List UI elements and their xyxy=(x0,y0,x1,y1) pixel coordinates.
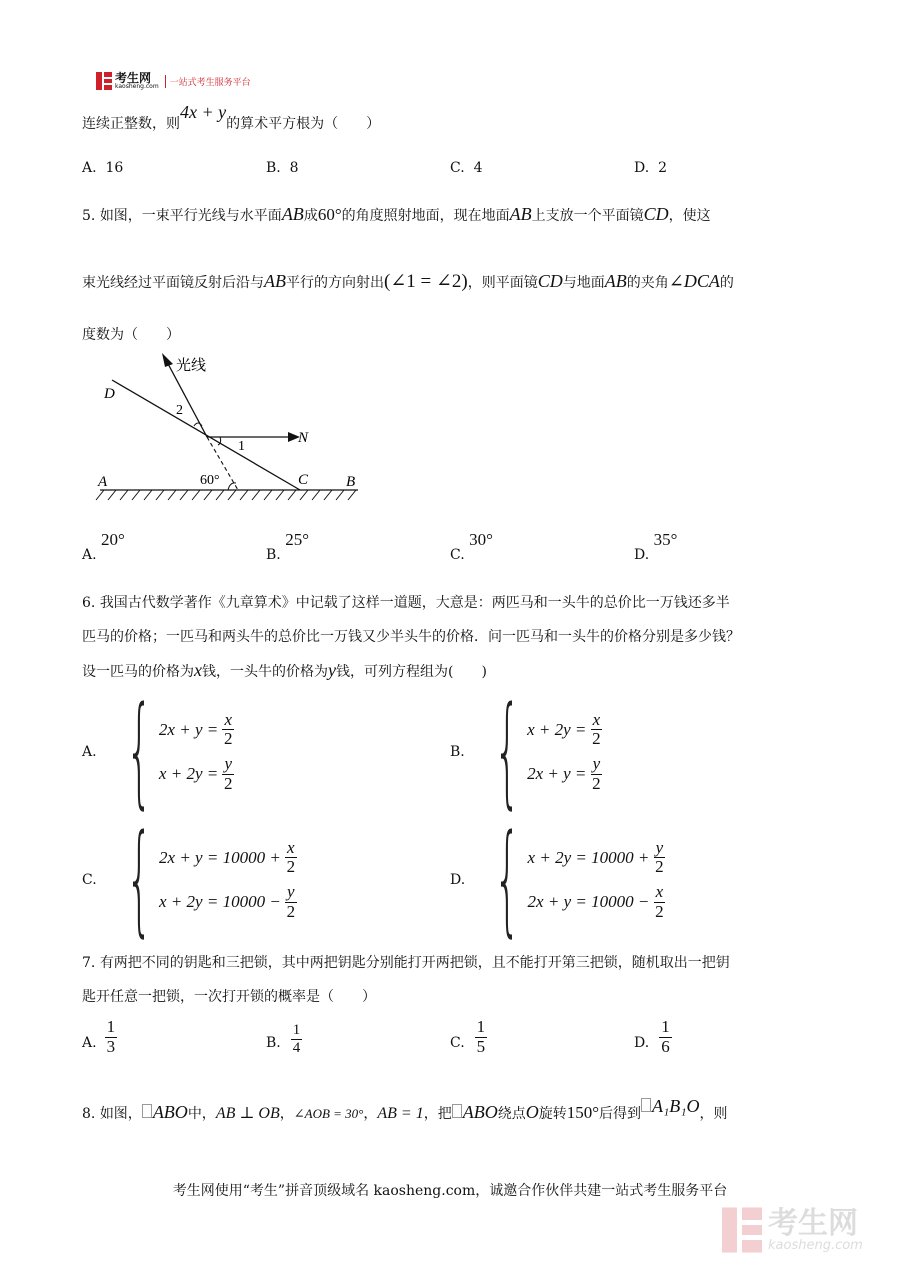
q5-option-b[interactable]: B. 25° xyxy=(266,530,310,563)
q7-option-c[interactable]: C. $\frac{1}{5}$ xyxy=(450,1017,486,1056)
q4-option-a[interactable]: A. 16 xyxy=(82,160,124,176)
logo-slogan: 一站式考生服务平台 xyxy=(165,75,251,88)
q7-line2: 匙开任意一把锁，一次打开锁的概率是（ ） xyxy=(82,989,376,1005)
q6-option-b[interactable]: B. { x + 2y = $\frac{x}{2}$ 2x + y = $\frac{y}{2}$ xyxy=(450,682,601,821)
watermark-sub: kaosheng.com xyxy=(768,1237,863,1253)
q4-option-c[interactable]: C. 4 xyxy=(450,160,483,176)
fig-label-b: B xyxy=(346,474,356,490)
q6-option-a[interactable]: A. { 2x + y = $\frac{x}{2}$ x + 2y = $\frac{y}{2}$ xyxy=(82,682,233,821)
q4-option-b[interactable]: B. 8 xyxy=(266,160,299,176)
fig-label-a: A xyxy=(98,474,108,490)
fig-label-60: 60° xyxy=(200,473,220,488)
q6-option-c[interactable]: C. { 2x + y = 10000 + $\frac{x}{2}$ x + 2y = 10000 − $\frac{y}{2}$ xyxy=(82,810,296,949)
q4-text: 连续正整数，则4x + y的算术平方根为（ ） xyxy=(82,102,381,132)
logo-name: 考生网 xyxy=(115,71,152,85)
q5-option-d[interactable]: D. 35° xyxy=(634,530,678,563)
fig-label-light: 光线 xyxy=(176,356,207,374)
q6-line1: 6. 我国古代数学著作《九章算术》中记载了这样一道题，大意是：两匹马和一头牛的总价比一万钱还多半 xyxy=(82,595,730,611)
q5-option-c[interactable]: C. 30° xyxy=(450,530,493,563)
watermark-name: 考生网 xyxy=(768,1205,858,1241)
fig-label-c: C xyxy=(298,472,309,488)
footer-text: 考生网使用“考生”拼音顶级域名 kaosheng.com，诚邀合作伙伴共建一站式考生服务平台 xyxy=(172,1183,728,1199)
q7-option-b[interactable]: B. $\frac{1}{4}$ xyxy=(266,1022,301,1056)
q4-option-d[interactable]: D. 2 xyxy=(634,160,668,176)
logo-sub: kaosheng.com xyxy=(115,83,159,90)
q5-line1: 5. 如图，一束平行光线与水平面AB成60°的角度照射地面，现在地面AB上支放一个平面镜CD，使这 xyxy=(82,204,711,224)
fig-label-d: D xyxy=(104,386,115,402)
q7-option-d[interactable]: D. $\frac{1}{6}$ xyxy=(634,1017,670,1056)
q5-figure xyxy=(90,350,370,510)
fig-label-1: 1 xyxy=(238,439,245,454)
q6-line2: 匹马的价格；一匹马和两头牛的总价比一万钱又少半头牛的价格．问一匹马和一头牛的价格分别是多少钱？ xyxy=(82,629,740,645)
q6-option-d[interactable]: D. { x + 2y = 10000 + $\frac{y}{2}$ 2x + y = 10000 − $\frac{x}{2}$ xyxy=(450,810,664,949)
watermark-logo-icon xyxy=(722,1206,762,1254)
q5-line2: 束光线经过平面镜反射后沿与AB平行的方向射出(∠1 = ∠2)，则平面镜CD与地面AB的夹角∠DCA的 xyxy=(82,271,734,292)
q7-line1: 7. 有两把不同的钥匙和三把锁，其中两把钥匙分别能打开两把锁，且不能打开第三把锁，随机取出一把钥 xyxy=(82,955,730,971)
q4-expr: 4x + y xyxy=(180,102,227,122)
header-logo xyxy=(96,72,251,90)
footer-watermark xyxy=(722,1206,863,1254)
kaosheng-logo-icon xyxy=(96,72,112,90)
fig-label-n: N xyxy=(298,430,309,446)
q5-option-a[interactable]: A. 20° xyxy=(82,530,125,563)
fig-label-2: 2 xyxy=(176,403,183,418)
q6-line3: 设一匹马的价格为x钱，一头牛的价格为y钱，可列方程组为( ) xyxy=(82,660,487,680)
q5-line3: 度数为（ ） xyxy=(82,327,180,343)
q7-option-a[interactable]: A. $\frac{1}{3}$ xyxy=(82,1017,116,1056)
q8-line1: 8. 如图， ABO中，AB ⊥ OB，∠AOB = 30°，AB = 1，把 ABO绕点O旋转150°后得到 A₁B₁O，则 xyxy=(82,1096,728,1122)
